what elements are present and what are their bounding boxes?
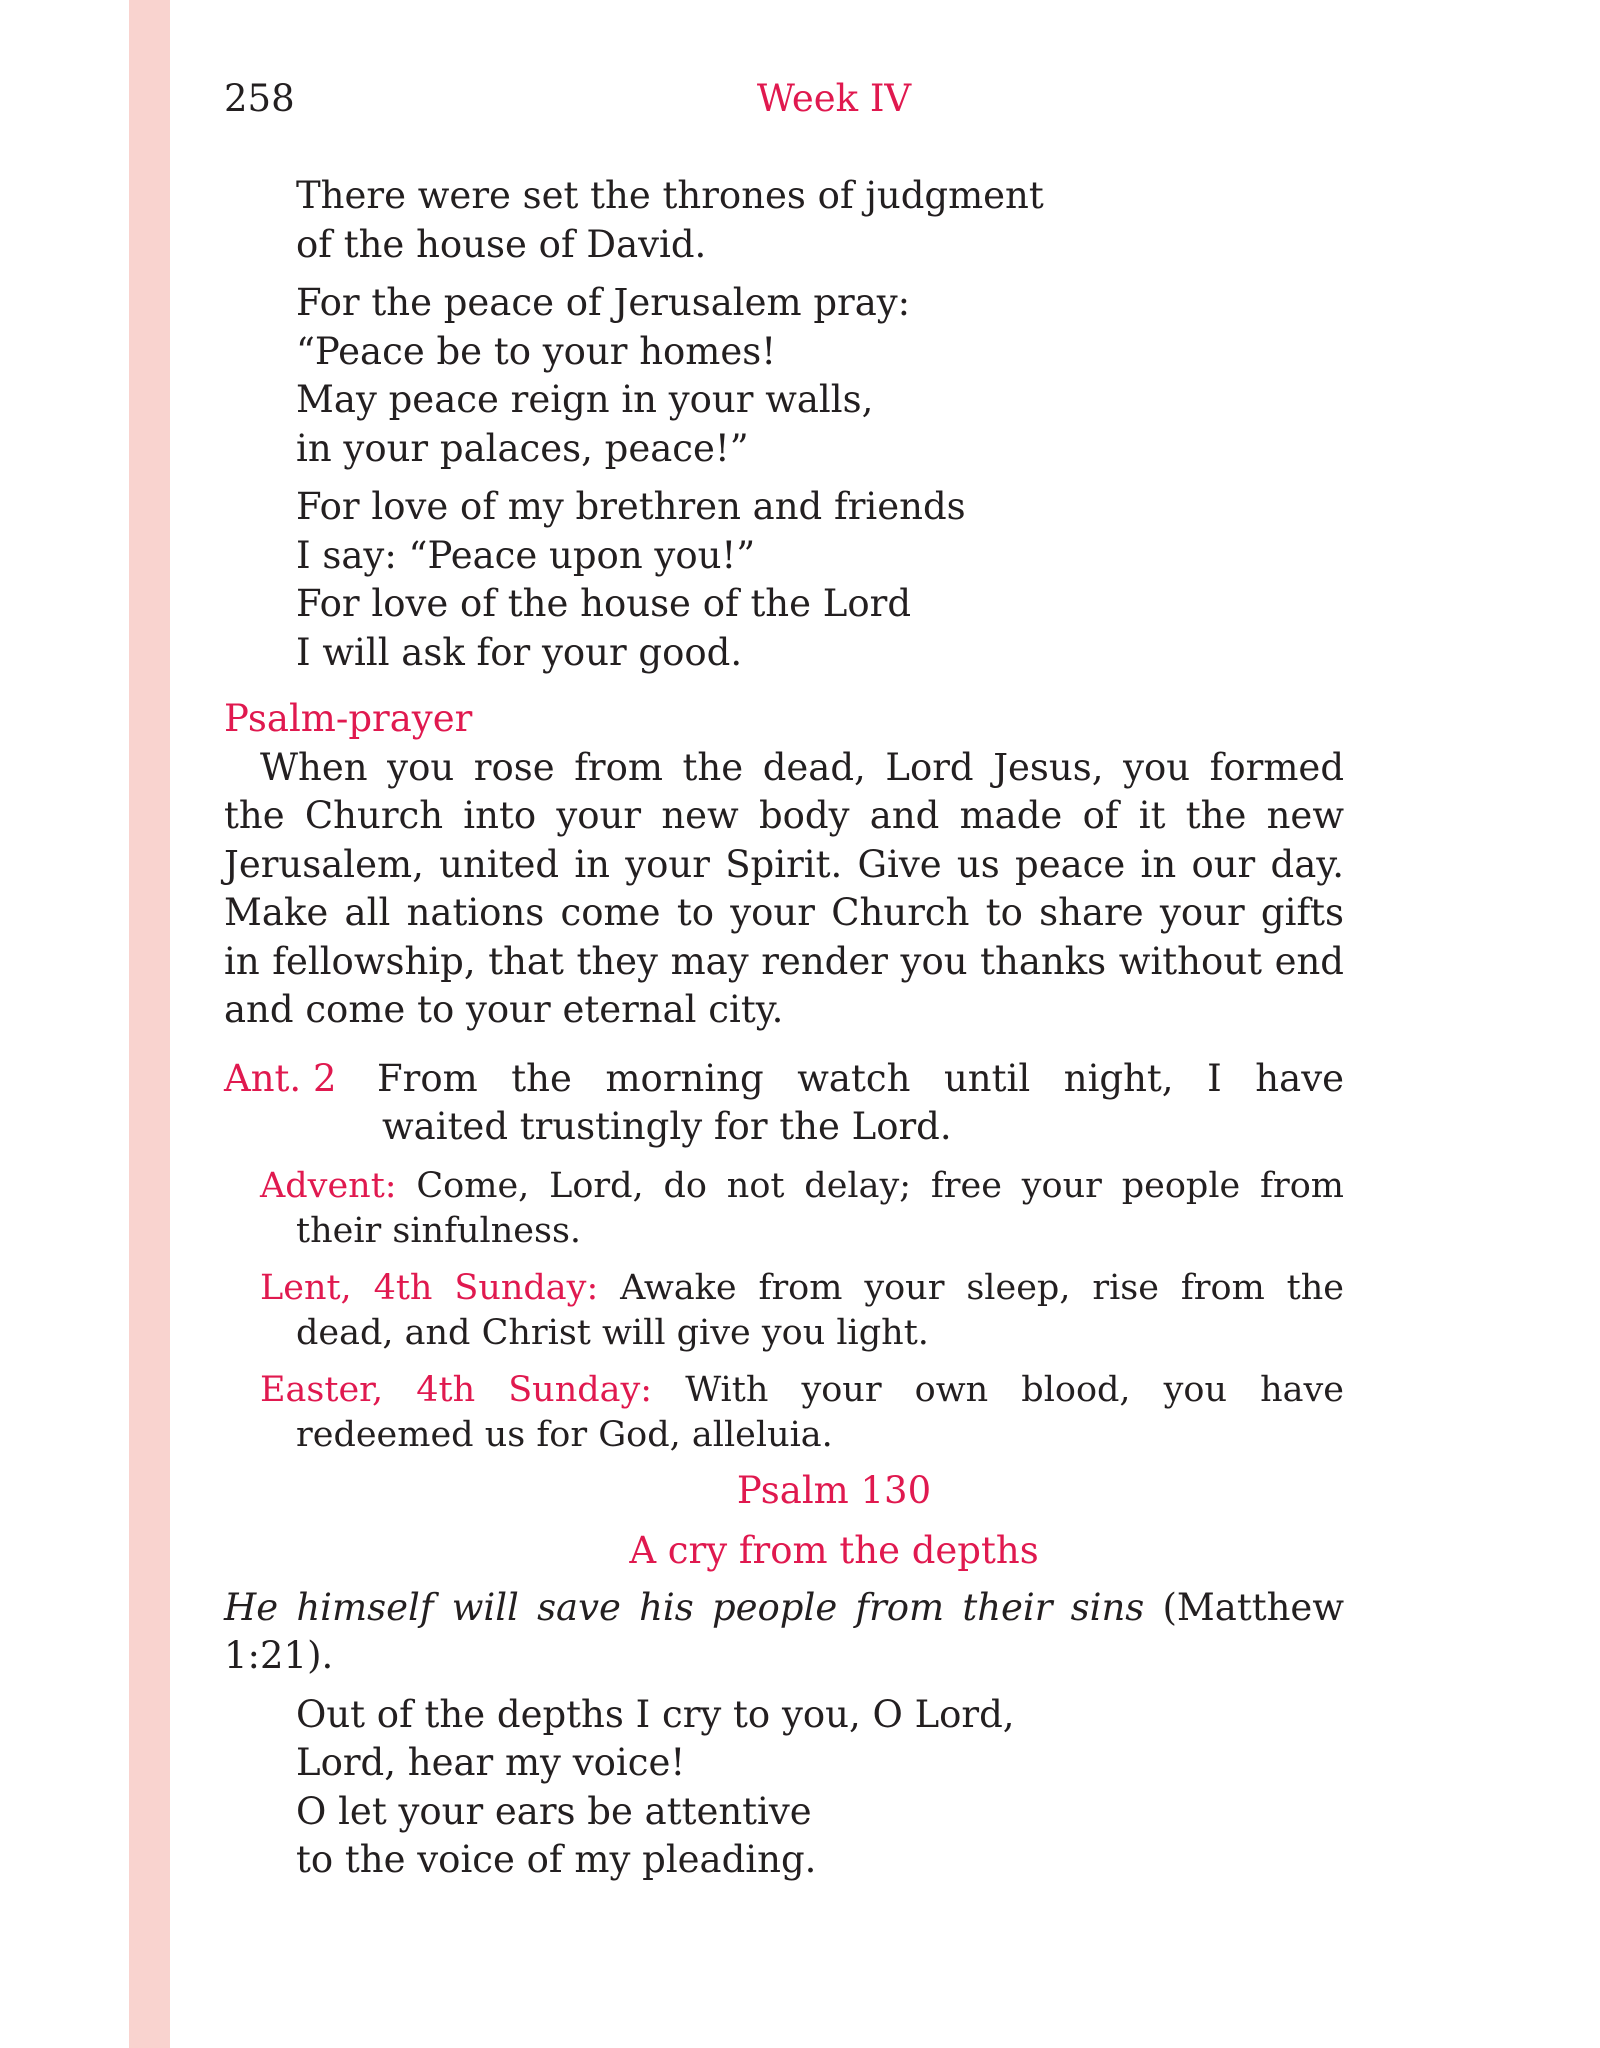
verse-line: I say: “Peace upon you!” [296, 533, 756, 577]
seasonal-antiphon-easter [224, 1368, 1344, 1458]
verse-line: Out of the depths I cry to you, O Lord, [296, 1692, 1015, 1736]
season-label: Easter, 4th Sunday: [260, 1369, 653, 1410]
seasonal-antiphon-advent [224, 1164, 1344, 1254]
psalm-prayer-text: When you rose from the dead, Lord Jesus, you formed the Church into your new body and made of it the new Jerusalem, united in your Spirit. Give us peace in our day. Make all nations come to your Church to share your gifts in fellowship, that they may render you thanks without end and come to your eternal city. [224, 745, 1344, 1031]
psalm-stanza [224, 172, 1344, 269]
psalm-prayer-heading: Psalm-prayer [224, 697, 473, 740]
antiphon-label: Ant. 2 [224, 1056, 337, 1100]
seasonal-antiphon-lent [224, 1266, 1344, 1356]
verse-line: of the house of David. [296, 222, 707, 266]
epigraph-reference: (Matthew 1:21). [224, 1585, 1344, 1677]
season-text: Awake from your sleep, rise from the dead, and Christ will give you light. [296, 1267, 1344, 1353]
verse-line: “Peace be to your homes! [296, 329, 777, 373]
verse-line: There were set the thrones of judgment [296, 174, 1044, 217]
page-header [224, 74, 1344, 124]
running-head: Week IV [756, 77, 912, 120]
psalm-subtitle: A cry from the depths [629, 1528, 1039, 1572]
psalm-epigraph [224, 1584, 1344, 1681]
antiphon-line: From the morning watch until night, I have [377, 1056, 1344, 1100]
verse-line: in your palaces, peace!” [296, 426, 749, 470]
antiphon [224, 1055, 1344, 1152]
verse-line: I will ask for your good. [296, 630, 743, 674]
verse-line: For love of the house of the Lord [296, 582, 912, 625]
epigraph-quote: He himself will save his people from their sins [224, 1585, 1145, 1629]
psalm-stanza [224, 483, 1344, 677]
page-content [224, 172, 1344, 1895]
verse-line: For the peace of Jerusalem pray: [296, 281, 911, 324]
season-label: Lent, 4th Sunday: [260, 1267, 599, 1308]
antiphon-line: waited trustingly for the Lord. [382, 1105, 952, 1148]
season-text: With your own blood, you have redeemed us for God, alleluia. [296, 1369, 1344, 1455]
antiphon-text [377, 1055, 1344, 1152]
margin-color-strip [129, 0, 170, 2048]
page-number: 258 [224, 77, 295, 120]
verse-line: May peace reign in your walls, [296, 378, 874, 421]
psalm-stanza [224, 1691, 1344, 1885]
psalm-stanza [224, 279, 1344, 473]
verse-line: For love of my brethren and friends [296, 485, 966, 528]
season-text: Come, Lord, do not delay; free your people from their sinfulness. [296, 1165, 1344, 1251]
verse-line: to the voice of my pleading. [296, 1838, 817, 1881]
verse-line: O let your ears be attentive [296, 1789, 812, 1833]
season-label: Advent: [260, 1165, 397, 1206]
psalm-number: Psalm 130 [736, 1468, 932, 1512]
verse-line: Lord, hear my voice! [296, 1741, 686, 1784]
